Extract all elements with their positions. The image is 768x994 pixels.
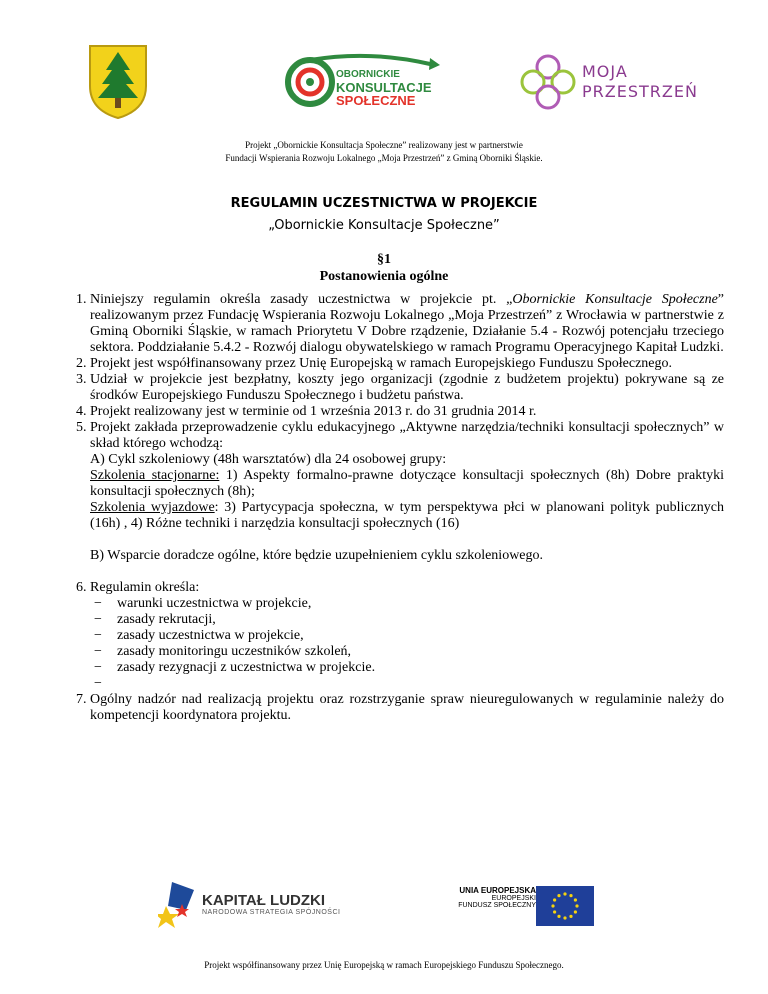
sub-list <box>90 596 724 692</box>
obornickie-konsultacje-logo <box>280 50 440 112</box>
moja-przestrzen-logo <box>520 54 710 110</box>
eu-logo <box>438 886 594 930</box>
section-number: §1 <box>377 252 391 267</box>
sub-list-item: − <box>94 676 102 691</box>
sub-list-item: − zasady uczestnictwa w projekcie, <box>94 628 304 643</box>
list-item: 7. Ogólny nadzór nad realizacją projektu oraz rozstrzyganie spraw nieuregulowanych w regulaminie należy do kompetencji koordynatora projektu. <box>90 692 724 724</box>
list-item: 2. Projekt jest współfinansowany przez Unię Europejską w ramach Europejskiego Funduszu Społecznego. <box>90 356 724 372</box>
logo-line-2: KONSULTACJE <box>336 80 432 95</box>
sub-list-item: − warunki uczestnictwa w projekcie, <box>94 596 312 611</box>
flower-icon <box>520 54 576 110</box>
eu-flag-icon <box>536 886 594 926</box>
header-note-line-2: Fundacji Wspierania Rozwoju Lokalnego „Moja Przestrzeń” z Gminą Oborniki Śląskie. <box>225 153 543 163</box>
coat-of-arms-tree-icon <box>86 42 150 120</box>
section-name: Postanowienia ogólne <box>319 269 449 284</box>
logo-przestrzen: PRZESTRZEŃ <box>582 82 698 101</box>
document-subtitle: „Obornickie Konsultacje Społeczne” <box>268 218 500 233</box>
sub-list-item: − zasady rekrutacji, <box>94 612 216 627</box>
eu-line-1: UNIA EUROPEJSKA <box>459 886 536 895</box>
sub-list-item: − zasady rezygnacji z uczestnictwa w projekcie. <box>94 660 376 675</box>
list-item: 3. Udział w projekcie jest bezpłatny, koszty jego organizacji (zgodnie z budżetem projektu) pokrywane są ze środków Europejskiego Funduszu Społecznego i budżetu państwa. <box>90 372 724 404</box>
list-item: 1. Niniejszy regulamin określa zasady uczestnictwa w projekcie pt. „Obornickie Konsultacje Społeczne” realizowanym przez Fundację Wspierania Rozwoju Lokalnego „Moja Przestrzeń” z Wrocławia w partnerstwie z Gminą Oborniki Śląskie, w ramach Priorytetu V Dobre rządzenie, Działanie 5.4 - Rozwój potencjału trzeciego sektora. Poddziałanie 5.4.2 - Rozwój dialogu obywatelskiego w ramach Programu Operacyjnego Kapitał Ludzki. <box>90 292 724 356</box>
eu-line-3: FUNDUSZ SPOŁECZNY <box>458 902 536 909</box>
eu-line-2: EUROPEJSKI <box>491 895 536 902</box>
stars-icon <box>158 880 198 930</box>
list-item: 5. Projekt zakłada przeprowadzenie cyklu edukacyjnego „Aktywne narzędzia/techniki konsultacji społecznych” w skład którego wchodzą: A) Cykl szkoleniowy (48h warsztatów) dla 24 osobowej grupy: Szkolenia stacjonarne: 1) Aspekty formalno-prawne dotyczące konsultacji społecznych (8h) Dobre praktyki konsultacji społecznych (8h); Szkolenia wyjazdowe: 3) Partycypacja społeczna, w tym perspektywa płci w planowani polityk publicznych (16h) , 4) Różne techniki i narzędzia konsultacji społecznych (16) B) Wsparcie doradcze ogólne, które będzie uzupełnieniem cyklu szkoleniowego. <box>90 420 724 580</box>
list-item: 4. Projekt realizowany jest w terminie od 1 września 2013 r. do 31 grudnia 2014 r. <box>90 404 724 420</box>
document-title: REGULAMIN UCZESTNICTWA W PROJEKCIE <box>230 196 538 211</box>
regulations-list <box>68 292 724 724</box>
sub-list-item: − zasady monitoringu uczestników szkoleń, <box>94 644 352 659</box>
kl-subtitle: NARODOWA STRATEGIA SPÓJNOŚCI <box>202 909 341 916</box>
kl-title: KAPITAŁ LUDZKI <box>202 892 326 909</box>
coat-of-arms-logo <box>86 42 150 120</box>
logo-moja: MOJA <box>582 62 628 81</box>
kapital-ludzki-logo <box>158 880 348 930</box>
footer-note: Projekt współfinansowany przez Unię Europejską w ramach Europejskiego Funduszu Społecznego. <box>204 960 564 970</box>
logo-line-1: OBORNICKIE <box>336 69 400 80</box>
regulations-body <box>68 292 724 724</box>
list-item: 6. Regulamin określa: − warunki uczestnictwa w projekcie, − zasady rekrutacji, − zasady uczestnictwa w projekcie, − zasady monitoringu uczestników szkoleń, − zasady rezygnacji z uczestnictwa w projekcie. − <box>90 580 724 692</box>
header-note-line-1: Projekt „Obornickie Konsultacja Społeczne” realizowany jest w partnerstwie <box>245 140 523 150</box>
logo-line-3: SPOŁECZNE <box>336 93 416 108</box>
